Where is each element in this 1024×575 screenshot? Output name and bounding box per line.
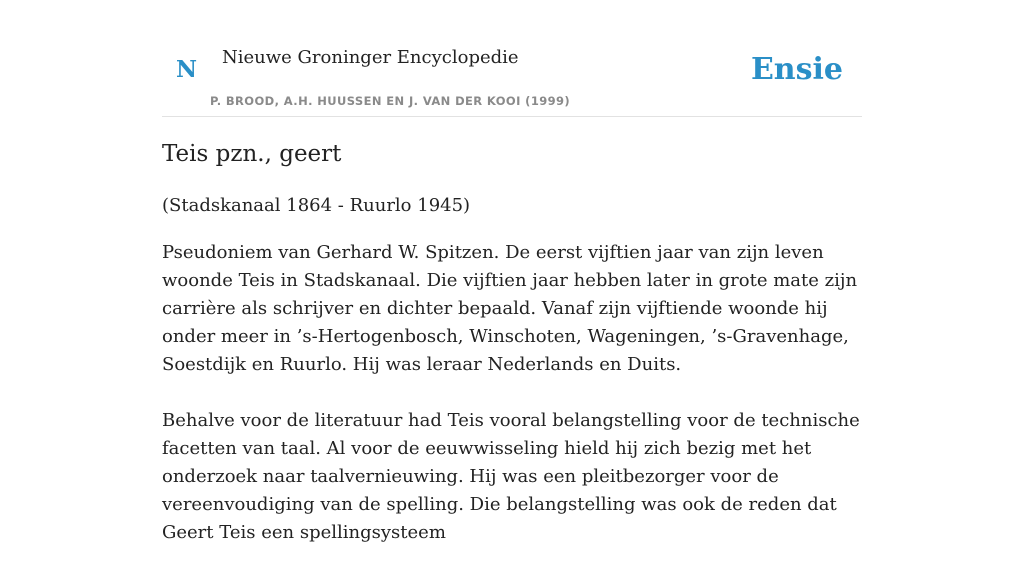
entry-subtitle: (Stadskanaal 1864 - Ruurlo 1945) [162,195,471,216]
ensie-logo[interactable]: Ensie [750,52,843,87]
entry-paragraph: Behalve voor de literatuur had Teis vooral belangstelling voor de technische facetten van taal. Al voor de eeuwwisseling hield hij zich bezig met het onderzoek naar taalvernieuwing. Hij was een pleitbezorger voor de vereenvoudiging van de spelling. Die belangstelling was ook de reden dat Geert Teis een spellingsysteem [162,410,860,543]
source-title[interactable]: Nieuwe Groninger Encyclopedie [222,47,519,68]
source-badge[interactable]: N [176,56,198,83]
entry-title: Teis pzn., geert [162,141,342,167]
entry-page [162,0,862,543]
source-header [162,0,862,117]
source-authors: P. BROOD, A.H. HUUSSEN EN J. VAN DER KOOI (1999) [210,94,571,108]
entry-body [162,239,862,575]
entry-paragraph: Pseudoniem van Gerhard W. Spitzen. De eerst vijftien jaar van zijn leven woonde Teis in Stadskanaal. Die vijftien jaar hebben later in grote mate zijn carrière als schrijver en dichter bepaald. Vanaf zijn vijftiende woonde hij onder meer in ’s-Hertogenbosch, Winschoten, Wageningen, ’s-Gravenhage, Soestdijk en Ruurlo. Hij was leraar Nederlands en Duits. [162,242,858,375]
